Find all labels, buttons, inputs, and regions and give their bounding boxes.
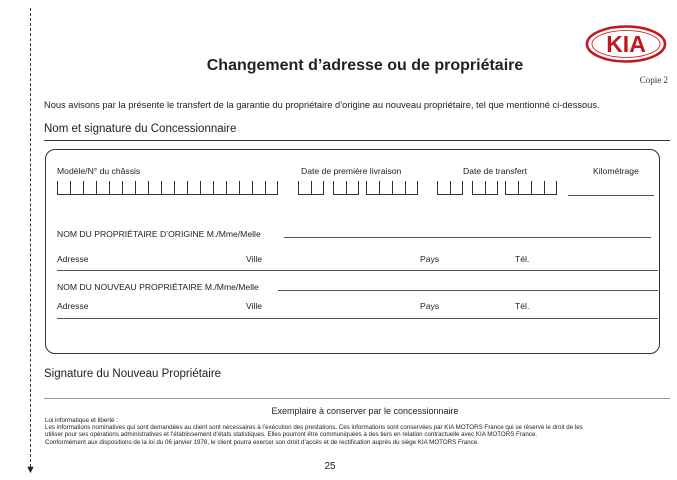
original-owner-country-label: Pays xyxy=(420,254,440,264)
legal-line-2: utiliser pour ses opérations administratives et l’établissement d’états statistiques. Elles pourront être communiquées à des tiers en relation contractuelle avec KIA MOTORS France. xyxy=(45,431,538,439)
cut-line xyxy=(30,8,31,472)
new-owner-name-field[interactable] xyxy=(278,290,658,291)
new-owner-phone-label: Tél. xyxy=(515,301,530,311)
new-owner-country-label: Pays xyxy=(420,301,440,311)
label-first-delivery: Date de première livraison xyxy=(301,166,402,176)
new-owner-city-label: Ville xyxy=(246,301,263,311)
first-delivery-day-field[interactable] xyxy=(298,181,324,195)
copy-label: Copie 2 xyxy=(639,75,668,85)
dealer-signature-line xyxy=(44,140,670,141)
legal-title: Loi informatique et liberté : xyxy=(45,417,118,424)
page-number: 25 xyxy=(324,461,336,472)
logo-text: KIA xyxy=(606,31,646,57)
new-owner-label: NOM DU NOUVEAU PROPRIÉTAIRE M./Mme/Melle xyxy=(57,282,259,292)
transfer-day-field[interactable] xyxy=(437,181,463,195)
transfer-month-field[interactable] xyxy=(472,181,498,195)
owner-form-box xyxy=(45,149,660,354)
first-delivery-year-field[interactable] xyxy=(366,181,418,195)
chassis-number-field[interactable] xyxy=(57,181,278,195)
intro-text: Nous avisons par la présente le transfert de la garantie du propriétaire d’origine au nouveau propriétaire, tel que mentionné ci-dessous. xyxy=(44,100,600,110)
keep-note: Exemplaire à conserver par le concessionnaire xyxy=(271,406,459,416)
original-owner-address-field[interactable] xyxy=(57,270,658,271)
original-owner-name-field[interactable] xyxy=(284,237,651,238)
original-owner-phone-label: Tél. xyxy=(515,254,530,264)
transfer-year-field[interactable] xyxy=(505,181,557,195)
page-title: Changement d’adresse ou de propriétaire xyxy=(206,57,524,74)
original-owner-city-label: Ville xyxy=(246,254,263,264)
mileage-field[interactable] xyxy=(568,195,654,196)
label-model-chassis: Modèle/N° du châssis xyxy=(57,166,141,176)
new-owner-address-field[interactable] xyxy=(57,318,658,319)
new-owner-signature-line[interactable] xyxy=(44,398,670,399)
original-owner-label: NOM DU PROPRIÉTAIRE D’ORIGINE M./Mme/Melle xyxy=(57,229,261,239)
original-owner-address-label: Adresse xyxy=(57,254,89,264)
signature-heading: Signature du Nouveau Propriétaire xyxy=(44,368,222,380)
legal-line-1: Les informations nominatives qui sont demandées au client sont nécessaires à l’exécution des prestations. Ces informations sont conservées par KIA MOTORS France qui se réserve le droit de les xyxy=(45,424,583,432)
scissors-arrow-icon: ▼ xyxy=(25,464,36,476)
first-delivery-month-field[interactable] xyxy=(333,181,359,195)
label-mileage: Kilométrage xyxy=(593,166,639,176)
label-transfer-date: Date de transfert xyxy=(463,166,528,176)
dealer-heading: Nom et signature du Concessionnaire xyxy=(44,123,237,135)
legal-line-3: Conformément aux dispositions de la loi du 06 janvier 1978, le client pourra exercer son droit d’accès et de rectification auprès du siège KIA MOTORS France. xyxy=(45,438,479,446)
new-owner-address-label: Adresse xyxy=(57,301,89,311)
legal-notice xyxy=(45,417,671,446)
